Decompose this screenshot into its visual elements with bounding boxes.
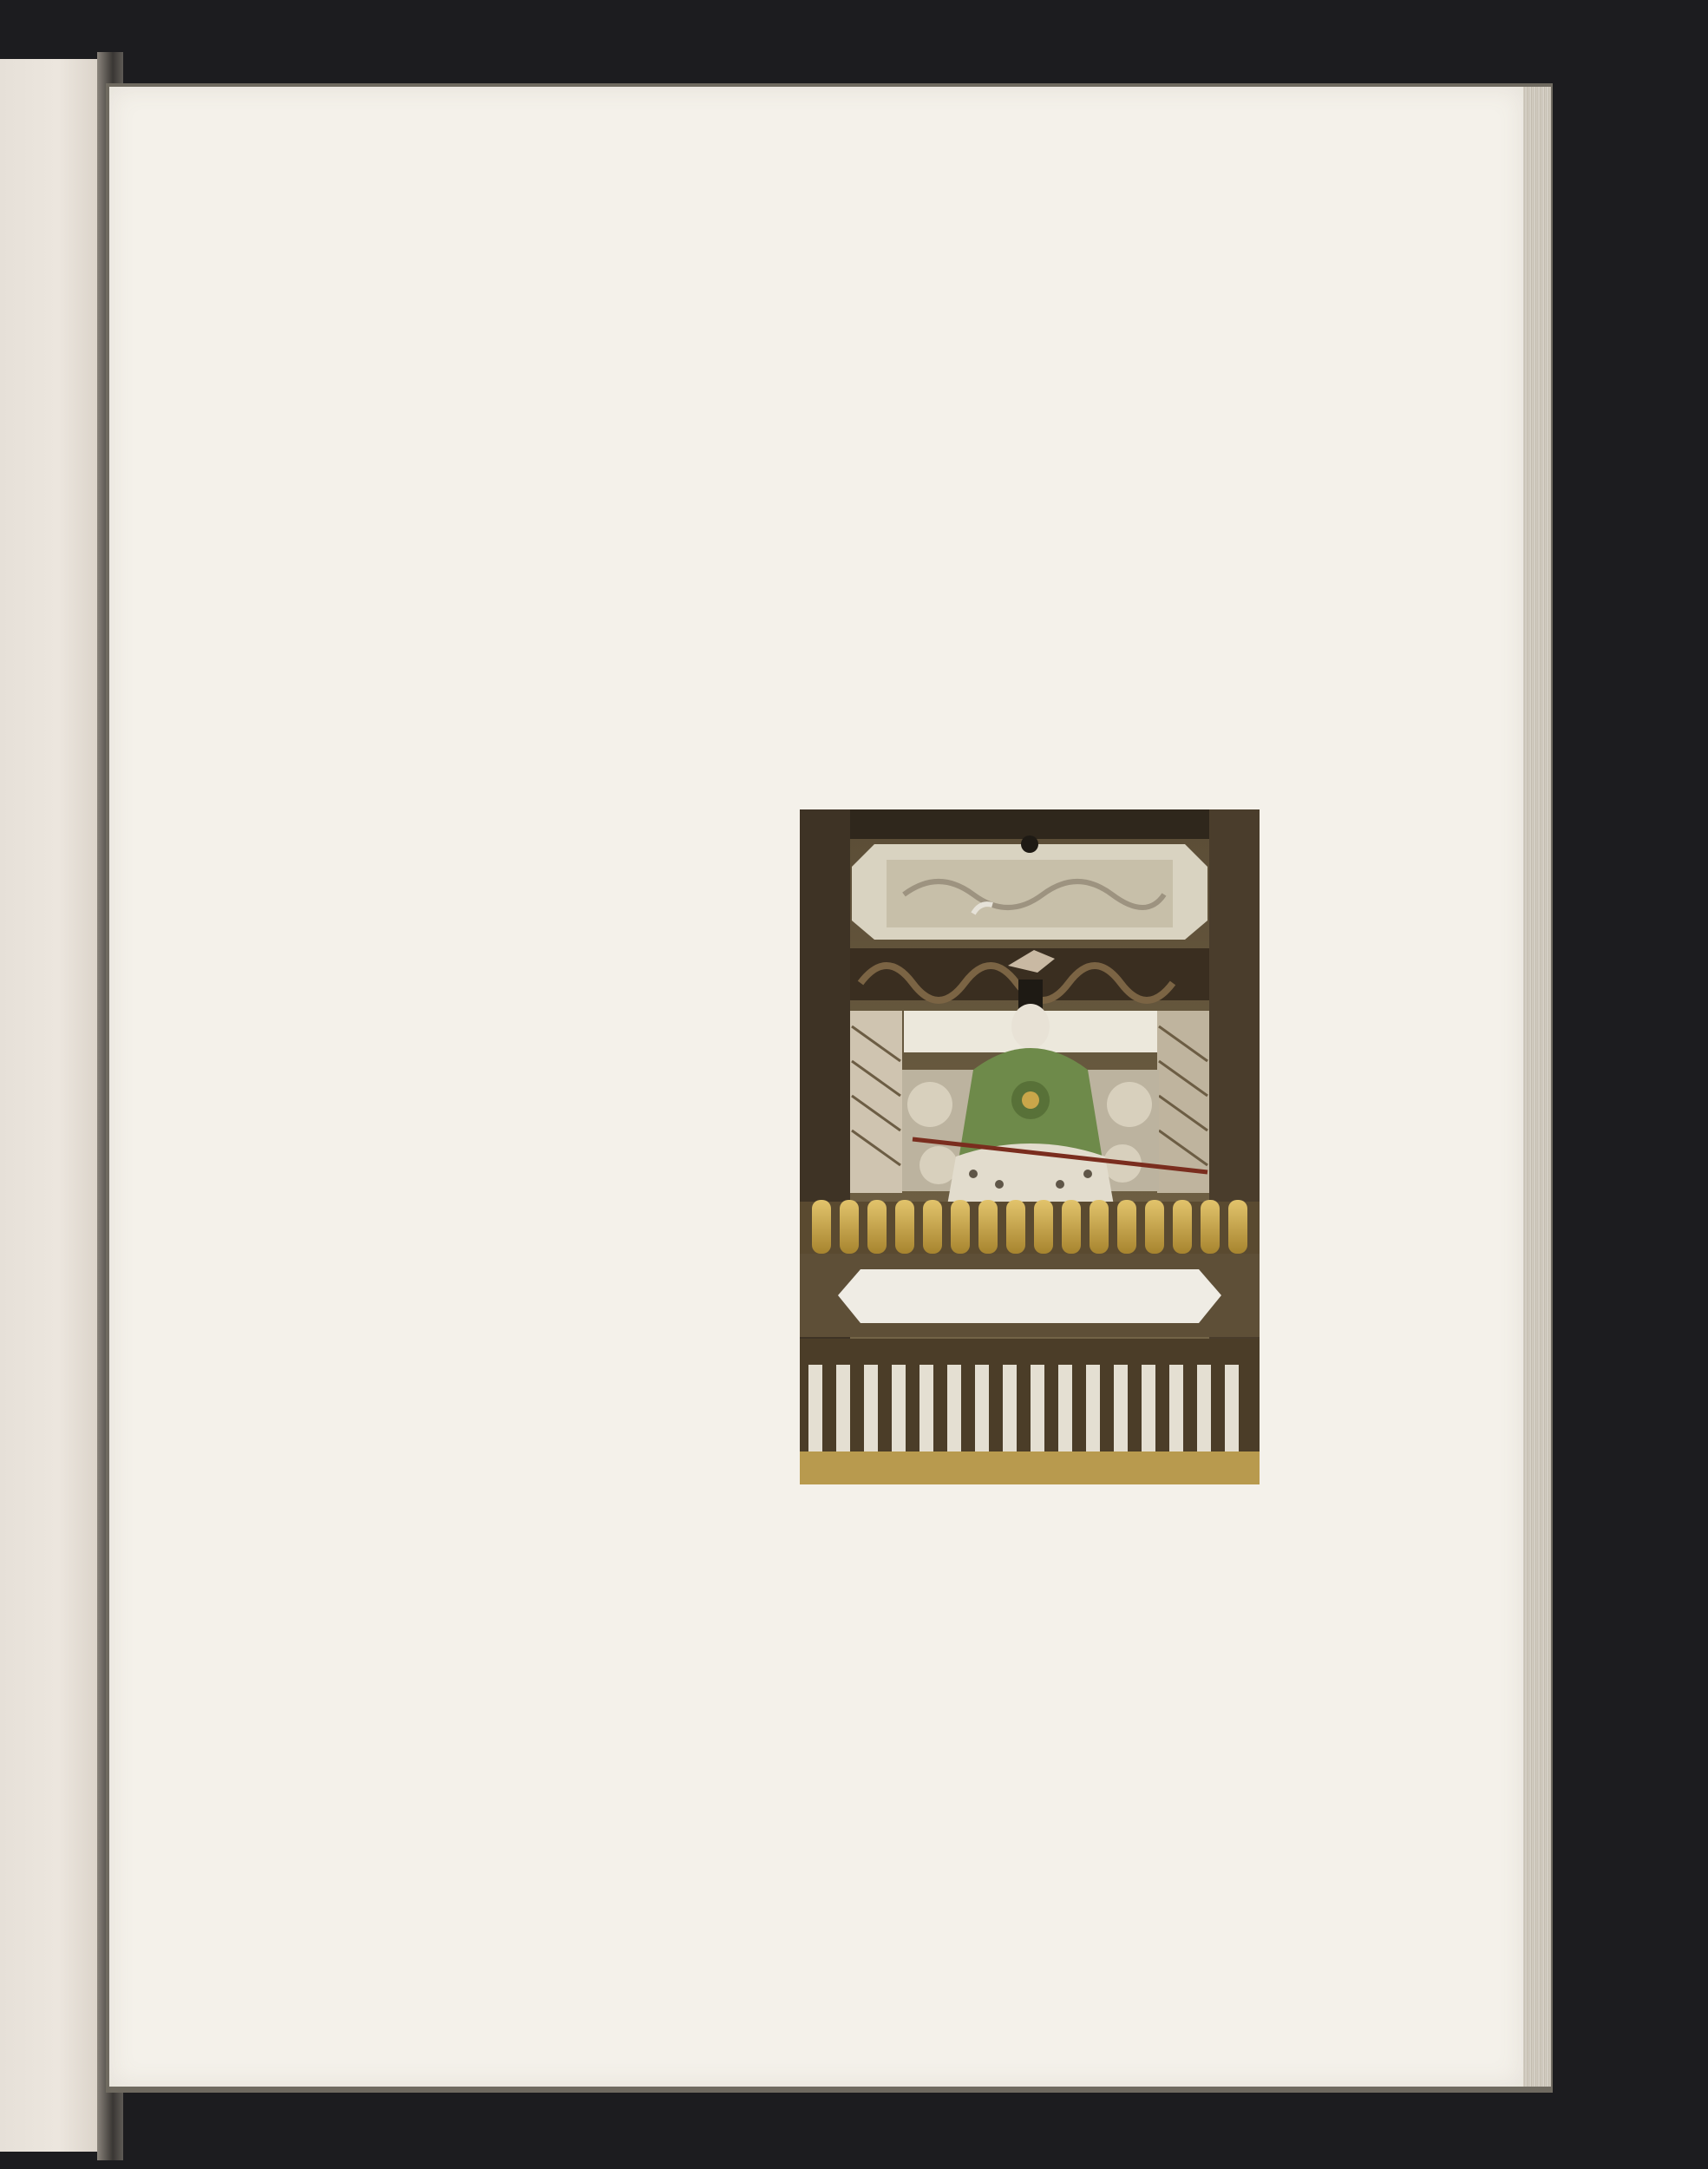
- plate-illustration: [800, 809, 1260, 1484]
- page-stack-edge: [1523, 87, 1551, 2087]
- facing-page: [0, 59, 106, 2152]
- temple-gate-guard-photograph: [800, 809, 1260, 1484]
- body-text-beside-plate: [291, 0, 756, 2169]
